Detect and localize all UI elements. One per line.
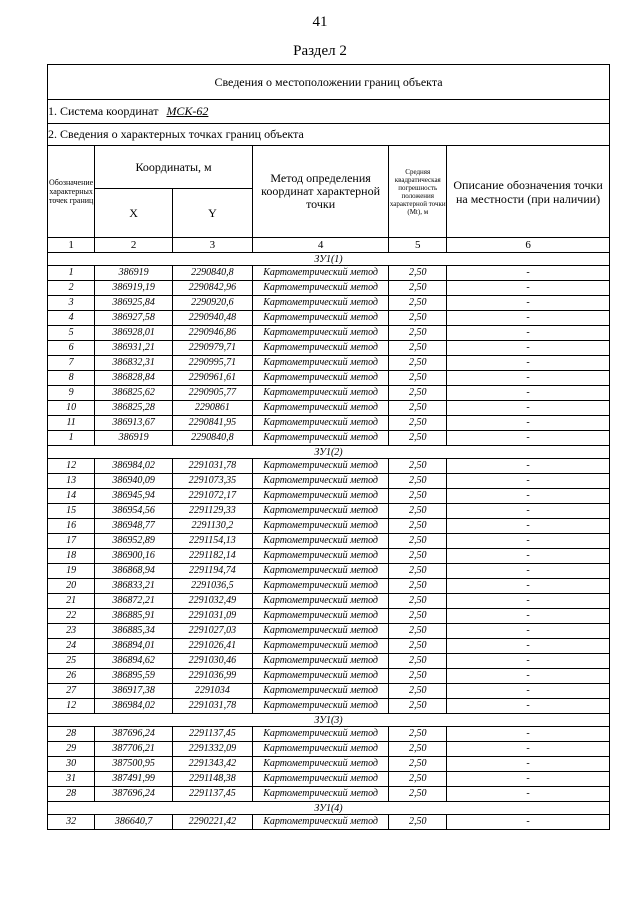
cell-y: 2290840,8 bbox=[173, 431, 253, 446]
cell-point: 13 bbox=[48, 474, 95, 489]
cell-error: 2,50 bbox=[389, 772, 447, 787]
cell-point: 28 bbox=[48, 787, 95, 802]
cell-x: 386984,02 bbox=[95, 459, 173, 474]
section-title: Раздел 2 bbox=[293, 43, 347, 59]
zone-name: ЗУ1(3) bbox=[48, 714, 610, 727]
cell-x: 387696,24 bbox=[95, 727, 173, 742]
cell-method: Картометрический метод bbox=[252, 386, 389, 401]
cell-description: - bbox=[447, 474, 610, 489]
cell-error: 2,50 bbox=[389, 727, 447, 742]
table-row bbox=[48, 311, 610, 326]
cell-method: Картометрический метод bbox=[252, 654, 389, 669]
cell-point: 27 bbox=[48, 684, 95, 699]
table-row bbox=[48, 699, 610, 714]
cell-error: 2,50 bbox=[389, 594, 447, 609]
cell-x: 386984,02 bbox=[95, 699, 173, 714]
cell-y: 2291332,09 bbox=[173, 742, 253, 757]
cell-error: 2,50 bbox=[389, 459, 447, 474]
cell-error: 2,50 bbox=[389, 489, 447, 504]
cell-method: Картометрический метод bbox=[252, 594, 389, 609]
cell-method: Картометрический метод bbox=[252, 787, 389, 802]
cell-error: 2,50 bbox=[389, 296, 447, 311]
cell-x: 386828,84 bbox=[95, 371, 173, 386]
cell-description: - bbox=[447, 431, 610, 446]
cell-description: - bbox=[447, 787, 610, 802]
cell-point: 12 bbox=[48, 459, 95, 474]
cell-error: 2,50 bbox=[389, 757, 447, 772]
cell-point: 5 bbox=[48, 326, 95, 341]
coordinate-system-label: 1. Система координат bbox=[48, 104, 159, 118]
cell-description: - bbox=[447, 341, 610, 356]
cell-y: 2291148,38 bbox=[173, 772, 253, 787]
cell-y: 2290905,77 bbox=[173, 386, 253, 401]
cell-y: 2290920,6 bbox=[173, 296, 253, 311]
cell-description: - bbox=[447, 639, 610, 654]
cell-method: Картометрический метод bbox=[252, 371, 389, 386]
cell-description: - bbox=[447, 386, 610, 401]
cell-method: Картометрический метод bbox=[252, 401, 389, 416]
cell-error: 2,50 bbox=[389, 609, 447, 624]
cell-y: 2290979,71 bbox=[173, 341, 253, 356]
zone-header-row bbox=[48, 446, 610, 459]
cell-error: 2,50 bbox=[389, 341, 447, 356]
cell-point: 7 bbox=[48, 356, 95, 371]
cell-y: 2291130,2 bbox=[173, 519, 253, 534]
cell-x: 386833,21 bbox=[95, 579, 173, 594]
cell-point: 25 bbox=[48, 654, 95, 669]
table-row bbox=[48, 609, 610, 624]
cell-description: - bbox=[447, 757, 610, 772]
zone-name: ЗУ1(2) bbox=[48, 446, 610, 459]
cell-description: - bbox=[447, 742, 610, 757]
cell-x: 386945,94 bbox=[95, 489, 173, 504]
table-row bbox=[48, 549, 610, 564]
cell-x: 387706,21 bbox=[95, 742, 173, 757]
cell-x: 386952,89 bbox=[95, 534, 173, 549]
table-row bbox=[48, 534, 610, 549]
table-row bbox=[48, 684, 610, 699]
cell-point: 6 bbox=[48, 341, 95, 356]
cell-point: 26 bbox=[48, 669, 95, 684]
cell-method: Картометрический метод bbox=[252, 742, 389, 757]
table-row bbox=[48, 815, 610, 830]
cell-method: Картометрический метод bbox=[252, 579, 389, 594]
column-number: 4 bbox=[252, 238, 389, 253]
cell-x: 386931,21 bbox=[95, 341, 173, 356]
table-row bbox=[48, 416, 610, 431]
cell-description: - bbox=[447, 356, 610, 371]
cell-point: 28 bbox=[48, 727, 95, 742]
cell-description: - bbox=[447, 727, 610, 742]
cell-method: Картометрический метод bbox=[252, 609, 389, 624]
cell-x: 386872,21 bbox=[95, 594, 173, 609]
zone-name: ЗУ1(1) bbox=[48, 253, 610, 266]
cell-description: - bbox=[447, 371, 610, 386]
cell-y: 2291026,41 bbox=[173, 639, 253, 654]
cell-method: Картометрический метод bbox=[252, 564, 389, 579]
cell-error: 2,50 bbox=[389, 356, 447, 371]
header-error: Средняя квадратическая погрешность положения характерной точки (Mt), м bbox=[389, 146, 447, 238]
cell-y: 2291343,42 bbox=[173, 757, 253, 772]
cell-method: Картометрический метод bbox=[252, 727, 389, 742]
table-row bbox=[48, 386, 610, 401]
cell-description: - bbox=[447, 311, 610, 326]
table-row bbox=[48, 639, 610, 654]
cell-point: 22 bbox=[48, 609, 95, 624]
cell-y: 2291031,78 bbox=[173, 699, 253, 714]
cell-error: 2,50 bbox=[389, 699, 447, 714]
cell-y: 2291031,78 bbox=[173, 459, 253, 474]
table-row bbox=[48, 787, 610, 802]
header-y: Y bbox=[173, 189, 253, 238]
cell-x: 386928,01 bbox=[95, 326, 173, 341]
table-row bbox=[48, 624, 610, 639]
cell-y: 2290840,8 bbox=[173, 266, 253, 281]
cell-x: 386927,58 bbox=[95, 311, 173, 326]
cell-error: 2,50 bbox=[389, 669, 447, 684]
table-row bbox=[48, 281, 610, 296]
zone-header-row bbox=[48, 714, 610, 727]
cell-description: - bbox=[447, 594, 610, 609]
cell-method: Картометрический метод bbox=[252, 772, 389, 787]
cell-description: - bbox=[447, 699, 610, 714]
cell-x: 386894,01 bbox=[95, 639, 173, 654]
column-number: 5 bbox=[389, 238, 447, 253]
table-row bbox=[48, 669, 610, 684]
table-row bbox=[48, 459, 610, 474]
header-description: Описание обозначения точки на местности (при наличии) bbox=[447, 146, 610, 238]
cell-point: 32 bbox=[48, 815, 95, 830]
cell-y: 2291030,46 bbox=[173, 654, 253, 669]
column-number: 6 bbox=[447, 238, 610, 253]
cell-method: Картометрический метод bbox=[252, 266, 389, 281]
cell-point: 11 bbox=[48, 416, 95, 431]
cell-point: 12 bbox=[48, 699, 95, 714]
page-number: 41 bbox=[312, 14, 328, 30]
cell-description: - bbox=[447, 281, 610, 296]
cell-method: Картометрический метод bbox=[252, 311, 389, 326]
column-numbers-row bbox=[48, 238, 610, 253]
cell-method: Картометрический метод bbox=[252, 431, 389, 446]
cell-method: Картометрический метод bbox=[252, 669, 389, 684]
header-point: Обозначение характерных точек границ bbox=[48, 146, 95, 238]
cell-point: 24 bbox=[48, 639, 95, 654]
cell-error: 2,50 bbox=[389, 624, 447, 639]
cell-error: 2,50 bbox=[389, 534, 447, 549]
points-section-title: 2. Сведения о характерных точках границ объекта bbox=[48, 124, 610, 146]
table-row bbox=[48, 519, 610, 534]
cell-x: 386919,19 bbox=[95, 281, 173, 296]
cell-x: 386825,28 bbox=[95, 401, 173, 416]
header-method: Метод определения координат характерной точки bbox=[252, 146, 389, 238]
cell-error: 2,50 bbox=[389, 401, 447, 416]
cell-point: 1 bbox=[48, 266, 95, 281]
cell-description: - bbox=[447, 416, 610, 431]
cell-x: 386954,56 bbox=[95, 504, 173, 519]
cell-x: 386832,31 bbox=[95, 356, 173, 371]
cell-y: 2290940,48 bbox=[173, 311, 253, 326]
cell-description: - bbox=[447, 579, 610, 594]
cell-method: Картометрический метод bbox=[252, 459, 389, 474]
cell-x: 386868,94 bbox=[95, 564, 173, 579]
cell-point: 23 bbox=[48, 624, 95, 639]
cell-method: Картометрический метод bbox=[252, 416, 389, 431]
cell-x: 386913,67 bbox=[95, 416, 173, 431]
zone-header-row bbox=[48, 802, 610, 815]
cell-y: 2291194,74 bbox=[173, 564, 253, 579]
column-number: 3 bbox=[173, 238, 253, 253]
cell-x: 386925,84 bbox=[95, 296, 173, 311]
cell-point: 8 bbox=[48, 371, 95, 386]
cell-y: 2290946,86 bbox=[173, 326, 253, 341]
cell-point: 30 bbox=[48, 757, 95, 772]
cell-y: 2291036,99 bbox=[173, 669, 253, 684]
cell-x: 386940,09 bbox=[95, 474, 173, 489]
cell-point: 1 bbox=[48, 431, 95, 446]
zone-name: ЗУ1(4) bbox=[48, 802, 610, 815]
cell-description: - bbox=[447, 489, 610, 504]
cell-point: 21 bbox=[48, 594, 95, 609]
cell-x: 386825,62 bbox=[95, 386, 173, 401]
table-row bbox=[48, 296, 610, 311]
cell-method: Картометрический метод bbox=[252, 534, 389, 549]
cell-method: Картометрический метод bbox=[252, 519, 389, 534]
cell-y: 2291031,09 bbox=[173, 609, 253, 624]
cell-x: 386900,16 bbox=[95, 549, 173, 564]
table-row bbox=[48, 341, 610, 356]
coordinate-system-value: МСК-62 bbox=[166, 104, 209, 118]
cell-description: - bbox=[447, 534, 610, 549]
cell-error: 2,50 bbox=[389, 311, 447, 326]
table-row bbox=[48, 356, 610, 371]
cell-method: Картометрический метод bbox=[252, 504, 389, 519]
cell-y: 2290842,96 bbox=[173, 281, 253, 296]
cell-x: 386885,34 bbox=[95, 624, 173, 639]
cell-point: 9 bbox=[48, 386, 95, 401]
cell-x: 386885,91 bbox=[95, 609, 173, 624]
cell-y: 2291034 bbox=[173, 684, 253, 699]
table-row bbox=[48, 431, 610, 446]
cell-description: - bbox=[447, 815, 610, 830]
cell-error: 2,50 bbox=[389, 742, 447, 757]
cell-point: 14 bbox=[48, 489, 95, 504]
cell-error: 2,50 bbox=[389, 579, 447, 594]
cell-point: 2 bbox=[48, 281, 95, 296]
cell-description: - bbox=[447, 549, 610, 564]
cell-method: Картометрический метод bbox=[252, 341, 389, 356]
cell-x: 386919 bbox=[95, 266, 173, 281]
cell-x: 387500,95 bbox=[95, 757, 173, 772]
cell-description: - bbox=[447, 684, 610, 699]
table-row bbox=[48, 727, 610, 742]
cell-x: 387696,24 bbox=[95, 787, 173, 802]
cell-method: Картометрический метод bbox=[252, 474, 389, 489]
cell-y: 2291072,17 bbox=[173, 489, 253, 504]
cell-point: 3 bbox=[48, 296, 95, 311]
cell-method: Картометрический метод bbox=[252, 281, 389, 296]
cell-y: 2290961,61 bbox=[173, 371, 253, 386]
cell-description: - bbox=[447, 266, 610, 281]
cell-error: 2,50 bbox=[389, 815, 447, 830]
cell-method: Картометрический метод bbox=[252, 699, 389, 714]
cell-y: 2291027,03 bbox=[173, 624, 253, 639]
cell-method: Картометрический метод bbox=[252, 684, 389, 699]
cell-description: - bbox=[447, 326, 610, 341]
cell-point: 4 bbox=[48, 311, 95, 326]
cell-y: 2291154,13 bbox=[173, 534, 253, 549]
cell-method: Картометрический метод bbox=[252, 757, 389, 772]
cell-y: 2290861 bbox=[173, 401, 253, 416]
cell-point: 15 bbox=[48, 504, 95, 519]
cell-error: 2,50 bbox=[389, 639, 447, 654]
table-row bbox=[48, 564, 610, 579]
cell-method: Картометрический метод bbox=[252, 815, 389, 830]
cell-point: 18 bbox=[48, 549, 95, 564]
column-number: 1 bbox=[48, 238, 95, 253]
table-row bbox=[48, 654, 610, 669]
cell-y: 2291129,33 bbox=[173, 504, 253, 519]
coordinate-system-row bbox=[48, 100, 610, 124]
cell-description: - bbox=[447, 504, 610, 519]
cell-error: 2,50 bbox=[389, 787, 447, 802]
cell-point: 29 bbox=[48, 742, 95, 757]
boundary-table bbox=[47, 64, 610, 830]
cell-x: 387491,99 bbox=[95, 772, 173, 787]
cell-point: 20 bbox=[48, 579, 95, 594]
header-x: X bbox=[95, 189, 173, 238]
table-title: Сведения о местоположении границ объекта bbox=[48, 65, 610, 100]
cell-y: 2291137,45 bbox=[173, 727, 253, 742]
cell-error: 2,50 bbox=[389, 654, 447, 669]
cell-description: - bbox=[447, 519, 610, 534]
cell-error: 2,50 bbox=[389, 431, 447, 446]
table-row bbox=[48, 474, 610, 489]
zone-header-row bbox=[48, 253, 610, 266]
table-row bbox=[48, 742, 610, 757]
cell-x: 386919 bbox=[95, 431, 173, 446]
cell-error: 2,50 bbox=[389, 564, 447, 579]
cell-y: 2291137,45 bbox=[173, 787, 253, 802]
cell-x: 386948,77 bbox=[95, 519, 173, 534]
table-row bbox=[48, 579, 610, 594]
cell-y: 2291036,5 bbox=[173, 579, 253, 594]
cell-description: - bbox=[447, 654, 610, 669]
cell-method: Картометрический метод bbox=[252, 326, 389, 341]
cell-error: 2,50 bbox=[389, 326, 447, 341]
cell-method: Картометрический метод bbox=[252, 624, 389, 639]
table-row bbox=[48, 504, 610, 519]
cell-error: 2,50 bbox=[389, 519, 447, 534]
cell-point: 16 bbox=[48, 519, 95, 534]
cell-description: - bbox=[447, 401, 610, 416]
table-row bbox=[48, 401, 610, 416]
cell-point: 10 bbox=[48, 401, 95, 416]
cell-error: 2,50 bbox=[389, 371, 447, 386]
cell-description: - bbox=[447, 459, 610, 474]
cell-error: 2,50 bbox=[389, 504, 447, 519]
cell-description: - bbox=[447, 772, 610, 787]
cell-error: 2,50 bbox=[389, 684, 447, 699]
cell-method: Картометрический метод bbox=[252, 549, 389, 564]
table-row bbox=[48, 594, 610, 609]
table-row bbox=[48, 266, 610, 281]
cell-method: Картометрический метод bbox=[252, 296, 389, 311]
cell-description: - bbox=[447, 296, 610, 311]
column-number: 2 bbox=[95, 238, 173, 253]
cell-y: 2290995,71 bbox=[173, 356, 253, 371]
cell-point: 19 bbox=[48, 564, 95, 579]
cell-description: - bbox=[447, 564, 610, 579]
cell-error: 2,50 bbox=[389, 549, 447, 564]
header-coordinates: Координаты, м bbox=[95, 146, 253, 189]
cell-error: 2,50 bbox=[389, 281, 447, 296]
cell-error: 2,50 bbox=[389, 474, 447, 489]
cell-description: - bbox=[447, 624, 610, 639]
cell-error: 2,50 bbox=[389, 386, 447, 401]
table-row bbox=[48, 489, 610, 504]
cell-x: 386894,62 bbox=[95, 654, 173, 669]
cell-y: 2291032,49 bbox=[173, 594, 253, 609]
table-row bbox=[48, 757, 610, 772]
cell-method: Картометрический метод bbox=[252, 639, 389, 654]
cell-point: 17 bbox=[48, 534, 95, 549]
cell-x: 386917,38 bbox=[95, 684, 173, 699]
table-row bbox=[48, 772, 610, 787]
cell-y: 2291073,35 bbox=[173, 474, 253, 489]
cell-error: 2,50 bbox=[389, 266, 447, 281]
cell-y: 2290221,42 bbox=[173, 815, 253, 830]
cell-y: 2290841,95 bbox=[173, 416, 253, 431]
cell-method: Картометрический метод bbox=[252, 356, 389, 371]
cell-x: 386640,7 bbox=[95, 815, 173, 830]
cell-error: 2,50 bbox=[389, 416, 447, 431]
cell-description: - bbox=[447, 669, 610, 684]
cell-x: 386895,59 bbox=[95, 669, 173, 684]
cell-method: Картометрический метод bbox=[252, 489, 389, 504]
cell-description: - bbox=[447, 609, 610, 624]
table-row bbox=[48, 371, 610, 386]
table-row bbox=[48, 326, 610, 341]
cell-y: 2291182,14 bbox=[173, 549, 253, 564]
cell-point: 31 bbox=[48, 772, 95, 787]
